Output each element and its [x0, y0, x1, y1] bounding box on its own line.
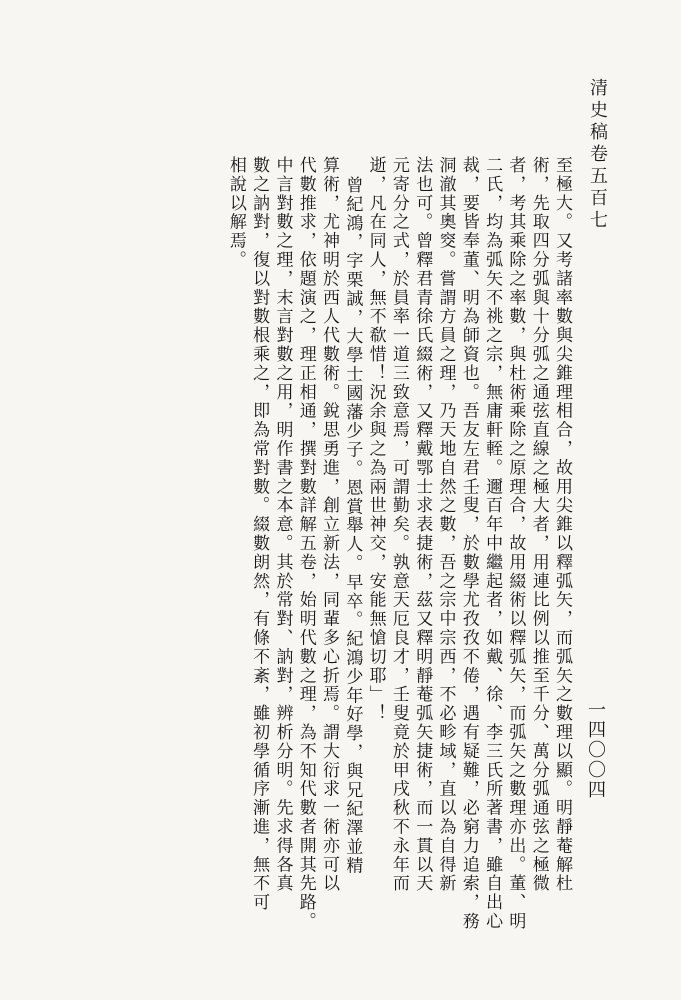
body-text: [224, 156, 573, 931]
text-line: 洞澈其奧窔。嘗謂方員之理，乃天地自然之數，吾之宗中宗西，不必畛域，直以為自得新: [435, 156, 456, 894]
text-line: 逝，凡在同人，無不欷惜！況余與之為兩世神交，安能無愴切耶」！: [365, 156, 386, 723]
text-line: 者，考其乘除之率數，與杜術乘除之原理合，故用綴術以釋弧矢，而弧矢之數理亦出。董、明: [505, 156, 526, 931]
text-line: 裁，要皆奉董、明為師資也。吾友左君壬叟，於數學尤孜孜不倦，遇有疑難，必窮力追索，務: [458, 156, 479, 931]
text-line: 數之訥對，復以對數根乘之，即為常對數。綴數朗然，有條不紊，雖初學循序漸進，無不可: [249, 156, 270, 912]
text-line: 相說以解焉。: [225, 156, 246, 270]
text-line: 元寄分之式，於員率一道三致意焉，可謂勤矣。孰意天厄良才，壬叟竟於甲戌秋不永年而: [388, 156, 409, 894]
text-line: 中言對數之理，末言對數之用，明作書之本意。其於常對、訥對，辨析分明。先求得各真: [272, 156, 293, 894]
text-line: 曾紀鴻，字栗誠，大學士國藩少子。恩賞舉人。早卒。紀鴻少年好學，與兄紀澤並精: [342, 176, 363, 876]
text-line: 二氏，均為弧矢不祧之宗，無庸軒輊。邇百年中繼起者，如戴、徐、李三氏所著書，雖自出心: [482, 156, 503, 931]
text-line: 法也可。曾釋君青徐氏綴術，又釋戴鄂士求表捷術，茲又釋明靜菴弧矢捷術，而一貫以天: [412, 156, 433, 894]
text-line: 至極大。又考諸率數與尖錐理相合，故用尖錐以釋弧矢，而弧矢之數理以顯。明靜菴解杜: [552, 156, 572, 894]
text-line: 代數推求，依題演之，理正相通，撰對數詳解五卷，始明代數之理，為不知代數者開其先路。: [295, 156, 316, 931]
page-number: 一四〇〇四: [585, 700, 606, 800]
running-head: 清史稿卷五百七: [587, 78, 608, 232]
text-line: 算術，尤神明於西人代數術。銳思勇進，創立新法，同輩多心折焉。謂大衍求一術亦可以: [319, 156, 340, 894]
text-line: 術，先取四分弧與十分弧之通弦直線之極大者，用連比例以推至千分、萬分弧通弦之極微: [528, 156, 549, 894]
